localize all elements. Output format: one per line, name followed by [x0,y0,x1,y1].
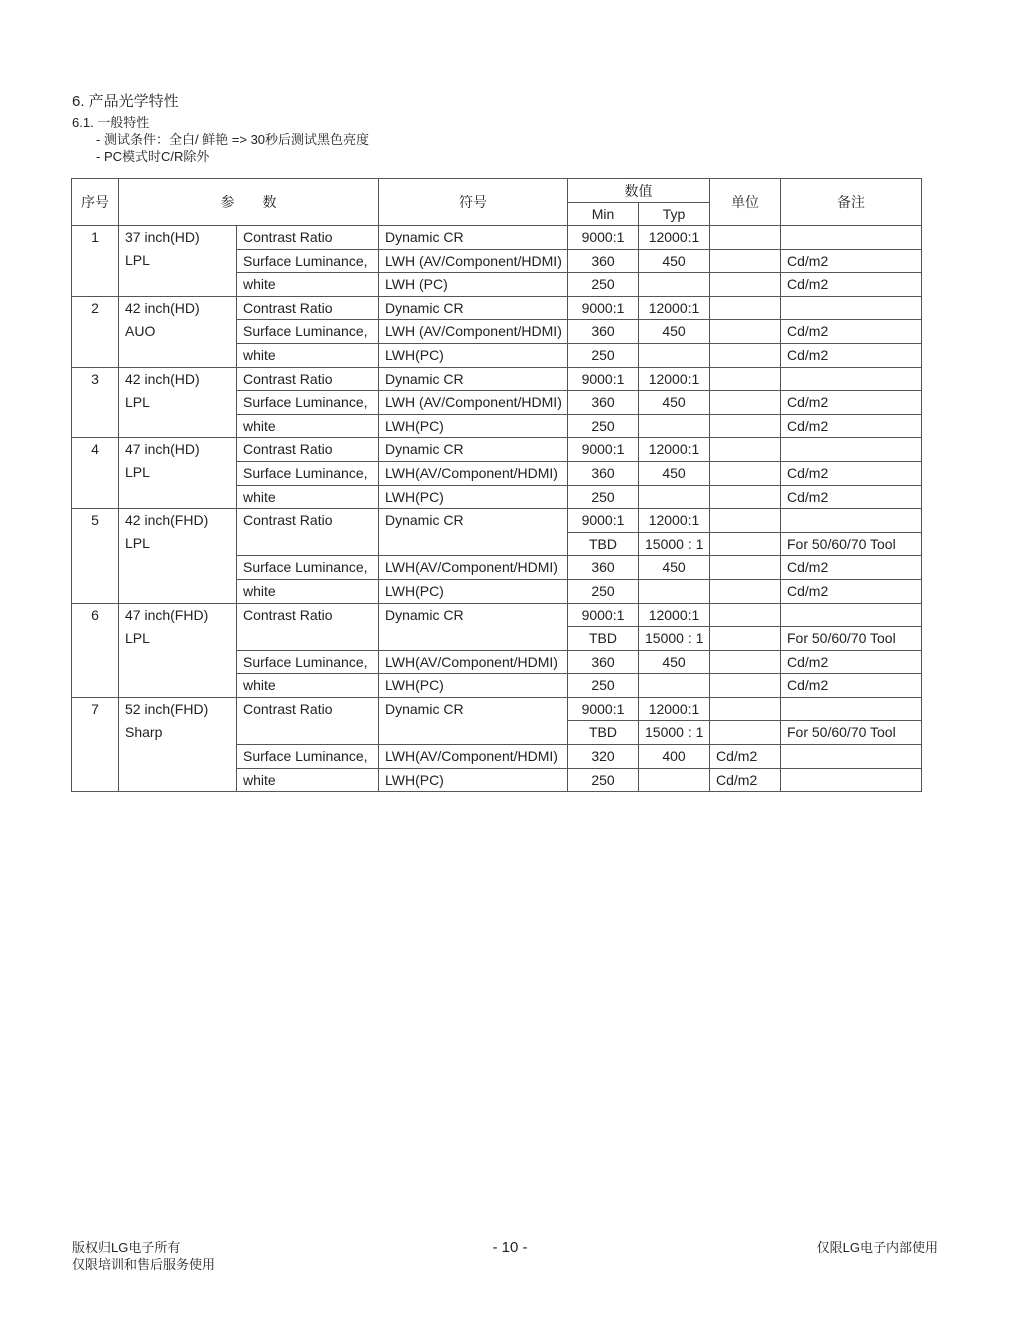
symbol-cell: LWH (PC) [379,273,568,297]
table-row [72,296,922,320]
panel-size: 47 inch(FHD) [119,603,237,627]
panel-size: 37 inch(HD) [119,226,237,250]
remark-value: Cd/m2 [781,414,922,438]
symbol-cell: Dynamic CR [379,509,568,533]
panel-maker: LPL [119,627,237,651]
usage-restriction-line: 仅限培训和售后服务使用 [72,1257,216,1272]
min-value: 9000:1 [568,603,639,627]
unit-value [710,579,781,603]
remark-value [781,438,922,462]
unit-value [710,509,781,533]
table-row [72,745,922,769]
table-row [72,721,922,745]
remark-value: For 50/60/70 Tool [781,532,922,556]
min-value: 250 [568,343,639,367]
min-value: 360 [568,320,639,344]
param-cell: Contrast Ratio [237,509,379,533]
typ-value: 450 [639,461,710,485]
symbol-cell: LWH(PC) [379,414,568,438]
table-row [72,697,922,721]
row-number: 4 [72,438,119,509]
panel-maker: AUO [119,320,237,344]
panel-maker: LPL [119,461,237,485]
typ-value: 450 [639,650,710,674]
typ-value: 12000:1 [639,509,710,533]
unit-value [710,391,781,415]
symbol-cell: LWH(AV/Component/HDMI) [379,650,568,674]
panel-blank [119,485,237,509]
param-cell: white [237,343,379,367]
table-row [72,485,922,509]
unit-value [710,603,781,627]
table-row [72,320,922,344]
panel-maker: Sharp [119,721,237,745]
section-subtitle: 6.1. 一般特性 [72,115,150,130]
remark-value: Cd/m2 [781,650,922,674]
table-row [72,556,922,580]
panel-blank [119,414,237,438]
col-header-param: 参 数 [119,179,379,226]
min-value: 360 [568,650,639,674]
symbol-cell: Dynamic CR [379,226,568,250]
symbol-cell: LWH(AV/Component/HDMI) [379,461,568,485]
typ-value: 450 [639,391,710,415]
copyright-line: 版权归LG电子所有 [72,1240,181,1255]
min-value: 360 [568,391,639,415]
symbol-cell: Dynamic CR [379,697,568,721]
symbol-cell: LWH (AV/Component/HDMI) [379,391,568,415]
section-title: 6. 产品光学特性 [72,93,179,110]
row-number: 3 [72,367,119,438]
typ-value: 450 [639,320,710,344]
remark-value: Cd/m2 [781,391,922,415]
symbol-cell: Dynamic CR [379,603,568,627]
param-blank [237,721,379,745]
param-cell: Surface Luminance, [237,391,379,415]
param-cell: white [237,273,379,297]
unit-value: Cd/m2 [710,768,781,792]
typ-value [639,579,710,603]
min-value: 360 [568,461,639,485]
table-row [72,414,922,438]
typ-value: 12000:1 [639,226,710,250]
remark-value: Cd/m2 [781,461,922,485]
symbol-cell: LWH(PC) [379,768,568,792]
typ-value [639,768,710,792]
table-row [72,391,922,415]
min-value: 250 [568,579,639,603]
row-number: 7 [72,697,119,791]
remark-value [781,296,922,320]
col-header-symbol: 符号 [379,179,568,226]
remark-value [781,745,922,769]
min-value: 9000:1 [568,438,639,462]
pc-mode-note: - PC模式时C/R除外 [96,149,210,164]
remark-value [781,603,922,627]
min-value: 9000:1 [568,509,639,533]
unit-value [710,532,781,556]
param-cell: Contrast Ratio [237,438,379,462]
unit-value [710,650,781,674]
panel-blank [119,273,237,297]
table-row [72,438,922,462]
panel-size: 42 inch(HD) [119,296,237,320]
table-row [72,603,922,627]
remark-value [781,226,922,250]
param-cell: Contrast Ratio [237,296,379,320]
symbol-cell: LWH (AV/Component/HDMI) [379,320,568,344]
panel-size: 52 inch(FHD) [119,697,237,721]
remark-value [781,768,922,792]
typ-value: 15000 : 1 [639,627,710,651]
typ-value: 450 [639,249,710,273]
min-value: 250 [568,674,639,698]
remark-value: Cd/m2 [781,485,922,509]
unit-value [710,556,781,580]
param-blank [237,532,379,556]
min-value: 9000:1 [568,226,639,250]
panel-blank [119,745,237,769]
symbol-blank [379,532,568,556]
row-number: 2 [72,296,119,367]
panel-maker: LPL [119,249,237,273]
panel-maker: LPL [119,532,237,556]
min-value: 250 [568,485,639,509]
col-header-min: Min [568,203,639,226]
unit-value [710,414,781,438]
param-cell: Surface Luminance, [237,320,379,344]
min-value: TBD [568,721,639,745]
min-value: 320 [568,745,639,769]
panel-blank [119,343,237,367]
symbol-cell: Dynamic CR [379,296,568,320]
col-header-unit: 单位 [710,179,781,226]
remark-value: Cd/m2 [781,579,922,603]
table-row [72,367,922,391]
unit-value [710,296,781,320]
symbol-cell: LWH(AV/Component/HDMI) [379,556,568,580]
table-row [72,627,922,651]
param-cell: white [237,485,379,509]
min-value: 360 [568,249,639,273]
min-value: 250 [568,273,639,297]
symbol-cell: LWH (AV/Component/HDMI) [379,249,568,273]
unit-value [710,721,781,745]
min-value: 360 [568,556,639,580]
typ-value: 450 [639,556,710,580]
remark-value: For 50/60/70 Tool [781,721,922,745]
typ-value [639,414,710,438]
typ-value: 12000:1 [639,367,710,391]
param-cell: Surface Luminance, [237,745,379,769]
table-row [72,461,922,485]
table-row [72,226,922,250]
unit-value [710,226,781,250]
table-body [72,226,922,792]
typ-value [639,273,710,297]
param-cell: Surface Luminance, [237,461,379,485]
row-number: 1 [72,226,119,297]
min-value: TBD [568,532,639,556]
param-cell: Contrast Ratio [237,603,379,627]
typ-value: 12000:1 [639,296,710,320]
remark-value: Cd/m2 [781,556,922,580]
unit-value: Cd/m2 [710,745,781,769]
panel-maker: LPL [119,391,237,415]
col-header-remark: 备注 [781,179,922,226]
panel-blank [119,579,237,603]
remark-value: Cd/m2 [781,674,922,698]
unit-value [710,249,781,273]
min-value: 9000:1 [568,697,639,721]
param-cell: white [237,414,379,438]
symbol-blank [379,721,568,745]
param-cell: Surface Luminance, [237,249,379,273]
table-row [72,768,922,792]
typ-value [639,674,710,698]
unit-value [710,697,781,721]
table-row [72,273,922,297]
unit-value [710,273,781,297]
min-value: 250 [568,768,639,792]
unit-value [710,674,781,698]
panel-blank [119,768,237,792]
typ-value: 12000:1 [639,697,710,721]
symbol-cell: LWH(PC) [379,579,568,603]
symbol-cell: LWH(AV/Component/HDMI) [379,745,568,769]
page-number: - 10 - [492,1239,528,1256]
remark-value: For 50/60/70 Tool [781,627,922,651]
panel-size: 42 inch(FHD) [119,509,237,533]
table-row [72,509,922,533]
unit-value [710,627,781,651]
unit-value [710,438,781,462]
param-blank [237,627,379,651]
typ-value [639,485,710,509]
row-number: 5 [72,509,119,603]
symbol-cell: LWH(PC) [379,343,568,367]
table-row [72,249,922,273]
param-cell: white [237,768,379,792]
min-value: 9000:1 [568,367,639,391]
param-cell: Contrast Ratio [237,226,379,250]
panel-blank [119,556,237,580]
param-cell: white [237,579,379,603]
panel-blank [119,674,237,698]
typ-value: 12000:1 [639,603,710,627]
param-cell: Contrast Ratio [237,697,379,721]
min-value: TBD [568,627,639,651]
param-cell: Contrast Ratio [237,367,379,391]
unit-value [710,485,781,509]
remark-value: Cd/m2 [781,249,922,273]
col-header-typ: Typ [639,203,710,226]
internal-use-notice: 仅限LG电子内部使用 [816,1240,938,1255]
remark-value [781,509,922,533]
panel-size: 47 inch(HD) [119,438,237,462]
symbol-cell: LWH(PC) [379,674,568,698]
symbol-blank [379,627,568,651]
param-cell: Surface Luminance, [237,556,379,580]
unit-value [710,367,781,391]
typ-value: 15000 : 1 [639,721,710,745]
min-value: 9000:1 [568,296,639,320]
unit-value [710,343,781,367]
remark-value [781,367,922,391]
optical-spec-table [71,178,922,792]
symbol-cell: Dynamic CR [379,438,568,462]
unit-value [710,461,781,485]
table-row [72,650,922,674]
table-row [72,579,922,603]
remark-value: Cd/m2 [781,273,922,297]
unit-value [710,320,781,344]
min-value: 250 [568,414,639,438]
param-cell: Surface Luminance, [237,650,379,674]
typ-value: 15000 : 1 [639,532,710,556]
remark-value [781,697,922,721]
col-header-values: 数值 [568,179,710,203]
typ-value [639,343,710,367]
table-row [72,532,922,556]
row-number: 6 [72,603,119,697]
symbol-cell: Dynamic CR [379,367,568,391]
panel-size: 42 inch(HD) [119,367,237,391]
panel-blank [119,650,237,674]
param-cell: white [237,674,379,698]
header-row [72,179,922,203]
symbol-cell: LWH(PC) [379,485,568,509]
table-row [72,674,922,698]
test-condition-note: - 测试条件：全白/ 鲜艳 => 30秒后测试黑色亮度 [96,132,370,147]
table-row [72,343,922,367]
remark-value: Cd/m2 [781,320,922,344]
col-header-no: 序号 [72,179,119,226]
typ-value: 12000:1 [639,438,710,462]
typ-value: 400 [639,745,710,769]
remark-value: Cd/m2 [781,343,922,367]
